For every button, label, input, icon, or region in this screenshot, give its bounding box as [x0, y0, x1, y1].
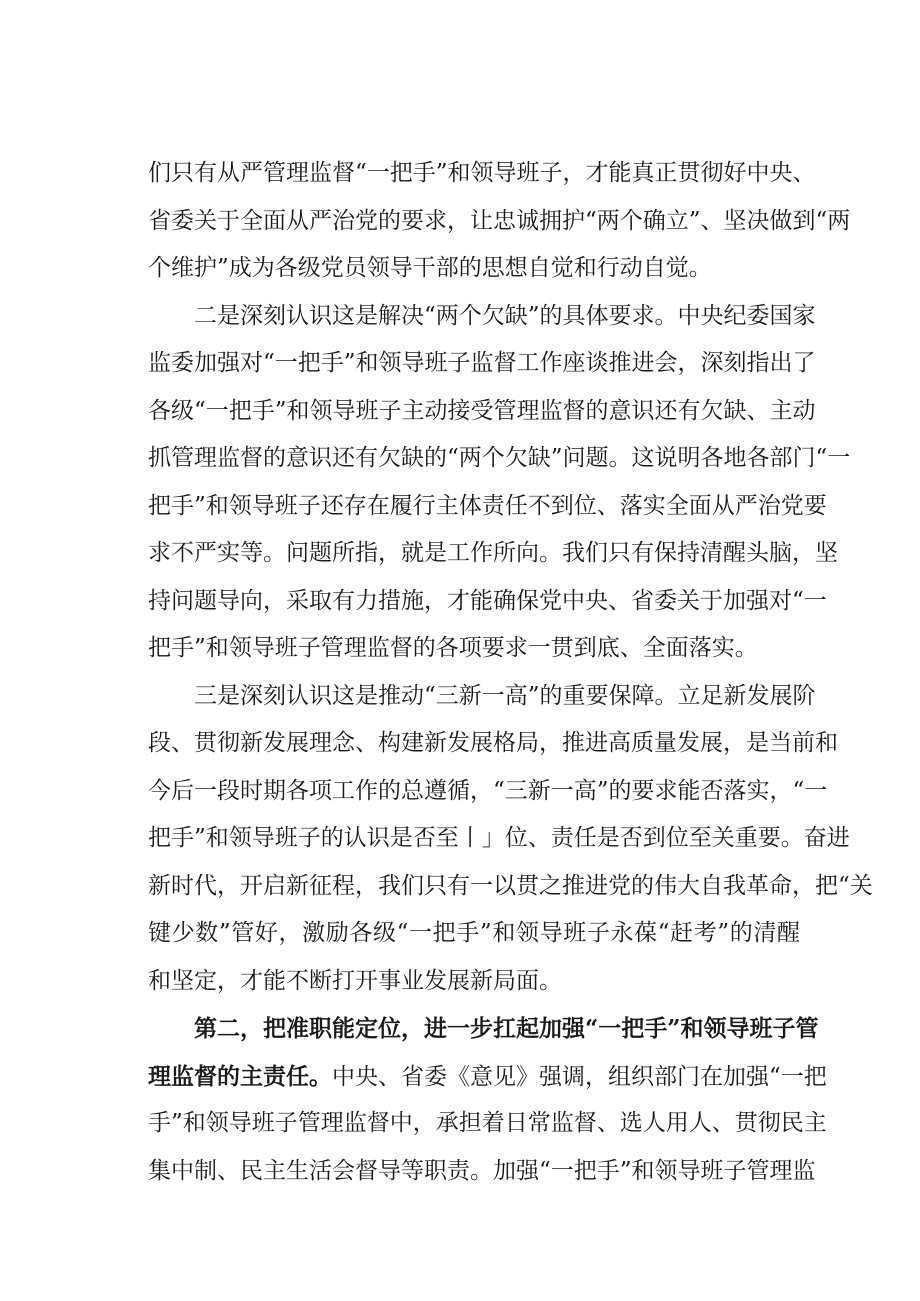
- text-line: 把手”和领导班子管理监督的各项要求一贯到底、全面落实。: [148, 635, 758, 661]
- text-line: 段、贯彻新发展理念、构建新发展格局，推进高质量发展，是当前和: [148, 730, 838, 756]
- text-line: 持问题导向，采取有力措施，才能确保党中央、省委关于加强对“一: [148, 587, 827, 614]
- section-heading-line: 第二，把准职能定位，进一步扛起加强“一把手”和领导班子管: [194, 1015, 819, 1042]
- text-span: 中央、省委《意见》强调，组织部门在加强“一把: [332, 1063, 827, 1090]
- text-line: 省委关于全面从严治党的要求，让忠诚拥护“两个确立”、坚决做到“两: [148, 207, 851, 234]
- text-line: 个维护”成为各级党员领导干部的思想自觉和行动自觉。: [148, 255, 712, 281]
- text-line: 把手”和领导班子还存在履行主体责任不到位、落实全面从严治党要: [148, 492, 827, 519]
- paragraph: [148, 1005, 827, 1195]
- text-line: 集中制、民主生活会督导等职责。加强“一把手”和领导班子管理监: [148, 1157, 816, 1184]
- text-line: [148, 1053, 827, 1101]
- section-heading-line: 理监督的主责任。: [148, 1062, 332, 1090]
- document-body: [148, 150, 873, 1195]
- text-line: 们只有从严管理监督“一把手”和领导班子，才能真正贯彻好中央、: [148, 160, 816, 186]
- text-line: 键少数”管好，激励各级“一把手”和领导班子永葆“赶考”的清醒: [148, 920, 800, 946]
- paragraph: [148, 150, 851, 293]
- paragraph: [148, 293, 851, 673]
- text-line: 把手”和领导班子的认识是否至丨」位、责任是否到位至关重要。奋进: [148, 825, 850, 851]
- text-line: 各级“一把手”和领导班子主动接受管理监督的意识还有欠缺、主动: [148, 397, 816, 424]
- text-line: 二是深刻认识这是解决“两个欠缺”的具体要求。中央纪委国家: [194, 302, 816, 329]
- text-line: 监委加强对“一把手”和领导班子监督工作座谈推进会，深刻指出了: [148, 350, 816, 376]
- text-line: 和坚定，才能不断打开事业发展新局面。: [148, 967, 562, 994]
- text-line: 新时代，开启新征程，我们只有一以贯之推进党的伟大自我革命，把“关: [148, 872, 873, 899]
- text-line: 抓管理监督的意识还有欠缺的“两个欠缺”问题。这说明各地各部门“一: [148, 445, 851, 471]
- text-line: 求不严实等。问题所指，就是工作所向。我们只有保持清醒头脑，坚: [148, 540, 838, 566]
- paragraph: [148, 673, 873, 1006]
- text-line: 手”和领导班子管理监督中，承担着日常监督、选人用人、贯彻民主: [148, 1110, 827, 1136]
- text-line: 今后一段时期各项工作的总遵循，“三新一高”的要求能否落实，“一: [148, 777, 828, 804]
- text-line: 三是深刻认识这是推动“三新一高”的重要保障。立足新发展阶: [194, 682, 816, 709]
